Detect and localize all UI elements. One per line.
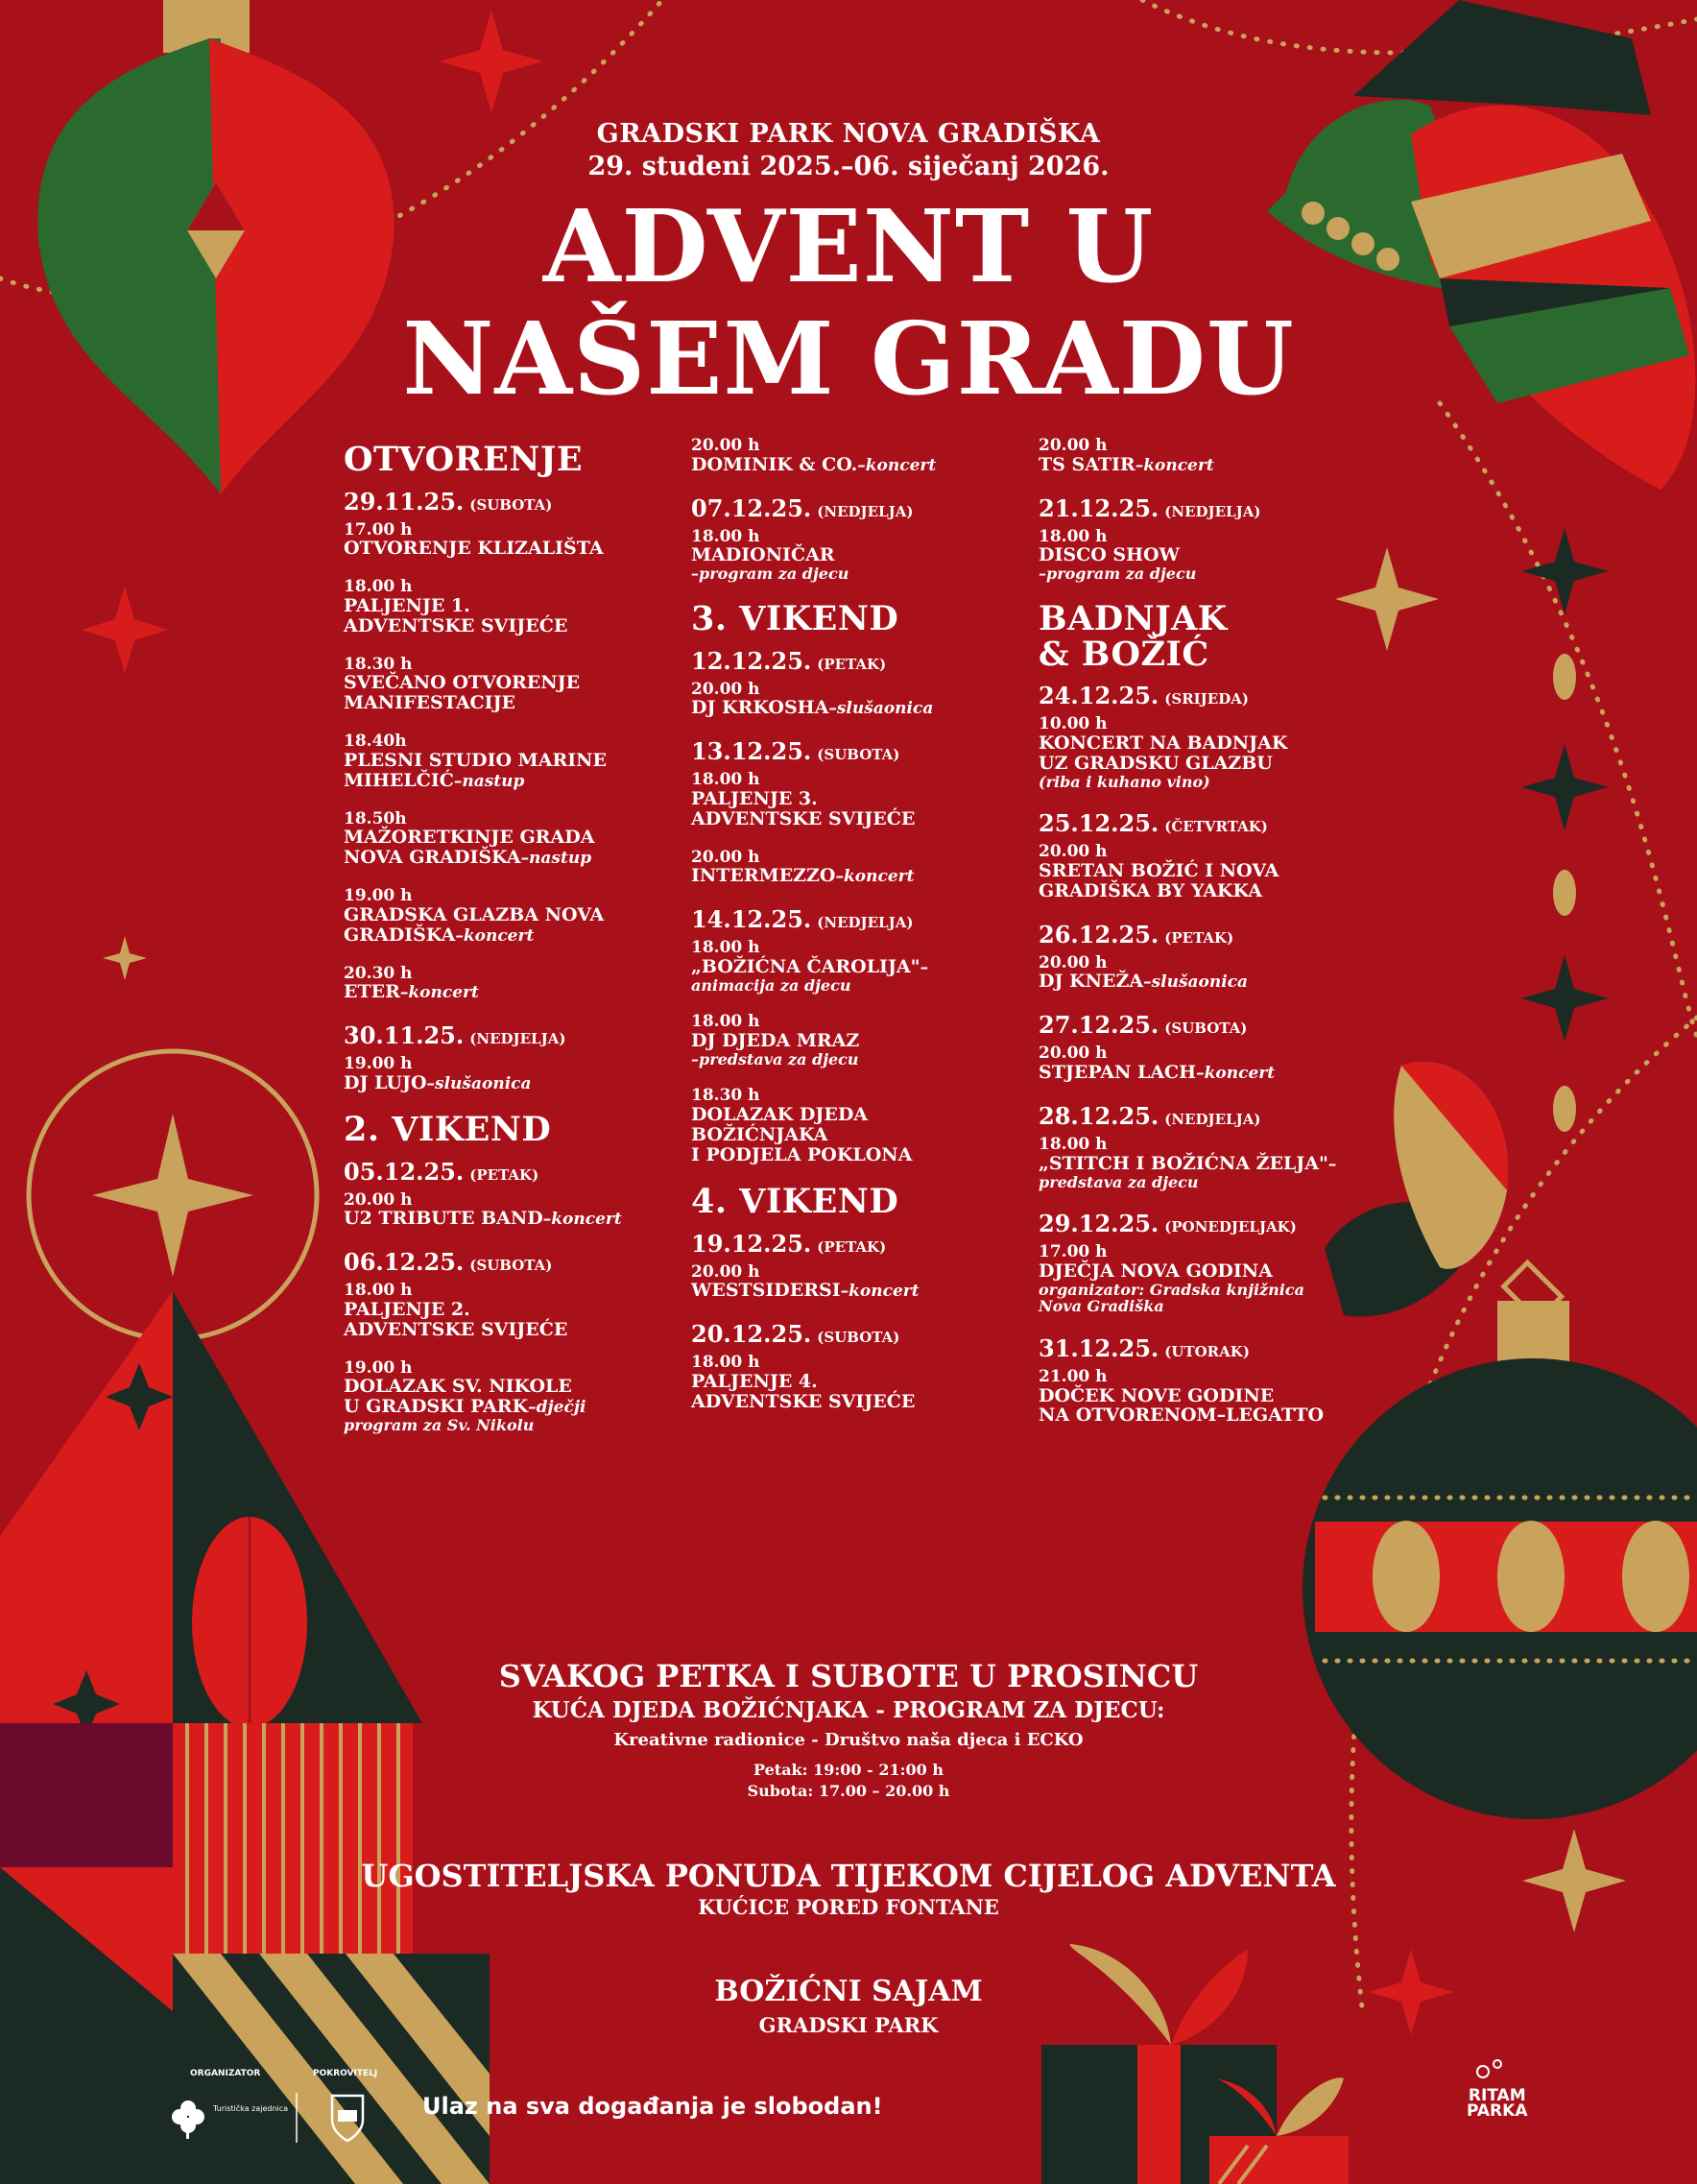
event-title: DJ KNEŽA [1039,971,1144,993]
day-heading [344,1021,670,1049]
christmas-fair-subtitle: GRADSKI PARK [758,2013,939,2037]
event-title: INTERMEZZO [691,865,836,887]
event-description: –program za djecu [1039,564,1197,584]
day-date: 06.12.25. [344,1248,465,1277]
event-item [691,1263,1017,1302]
event-type: –koncert [1196,1064,1276,1084]
event-title: „BOŽIĆNA ČAROLIJA" [691,955,920,977]
event-time: 17.00 h [1039,1242,1108,1262]
event-dates: 29. studeni 2025.–06. siječanj 2026. [587,152,1110,181]
day-date: 14.12.25. [691,905,812,934]
day-date: 24.12.25. [1039,682,1159,710]
event-time: 21.00 h [1039,1366,1108,1386]
event-item [1039,1136,1355,1190]
event-time: 18.00 h [1039,1134,1108,1154]
event-item [1039,1243,1355,1315]
schedule-column-1 [344,437,670,1453]
event-type: – [1327,1154,1337,1174]
event-title: WESTSIDERSI [691,1280,841,1302]
day-heading [1039,682,1355,709]
fridays-workshops: Kreativne radionice - Društvo naša djeca i ECKO [613,1730,1084,1750]
event-time: 18.00 h [344,577,413,597]
event-title: KONCERT NA BADNJAK UZ GRADSKU GLAZBU [1039,732,1288,774]
event-title: MADIONIČAR [691,544,835,566]
fridays-hours-friday: Petak: 19:00 - 21:00 h [753,1761,944,1779]
event-title: DISCO SHOW [1039,544,1180,566]
day-date: 20.12.25. [691,1320,812,1349]
event-time: 20.00 h [1039,436,1108,455]
event-time: 20.00 h [691,436,760,455]
day-heading [1039,1334,1355,1362]
event-title: ETER [344,981,400,1003]
day-heading [1039,1011,1355,1039]
event-title: DJ LUJO [344,1071,427,1093]
section-title: OTVORENJE [344,440,584,479]
free-entry-note: Ulaz na sva događanja je slobodan! [422,2093,883,2120]
event-description: –program za djecu [691,564,849,584]
star-right-dark-2 [1521,744,1608,830]
event-description: (riba i kuhano vino) [1039,772,1210,791]
event-title: DOMINIK & CO. [691,453,858,475]
event-item [1039,954,1355,993]
day-heading [344,1158,670,1186]
day-name: (PETAK) [1164,928,1234,947]
event-time: 18.00 h [691,770,760,790]
day-name: (PONEDJELJAK) [1164,1218,1297,1236]
event-type: –dječji [528,1398,586,1418]
event-type: –koncert [840,1282,920,1302]
day-heading [691,494,1017,522]
day-date: 28.12.25. [1039,1101,1159,1130]
day-name: (NEDJELJA) [817,914,914,932]
partner-logo-line1: RITAM [1468,2086,1526,2105]
day-heading [691,1320,1017,1348]
event-item [691,771,1017,828]
catering-subtitle: KUĆICE PORED FONTANE [698,1895,999,1919]
day-date: 25.12.25. [1039,809,1159,838]
event-type: –nastup [520,849,592,869]
day-heading [691,647,1017,675]
event-time: 20.30 h [344,963,413,983]
event-item [1039,528,1355,583]
event-title: SVEČANO OTVORENJE MANIFESTACIJE [344,672,581,714]
day-name: (NEDJELJA) [469,1030,566,1048]
event-time: 18.00 h [691,526,760,546]
day-date: 19.12.25. [691,1229,812,1258]
event-time: 19.00 h [344,1357,413,1378]
day-date: 31.12.25. [1039,1333,1159,1362]
event-title: PLESNI STUDIO MARINE MIHELČIĆ [344,749,607,791]
schedule-column-3 [1039,437,1355,1445]
event-title: PALJENJE 1. ADVENTSKE SVIJEĆE [344,595,568,636]
christmas-fair-title: BOŽIĆNI SAJAM [714,1975,983,2008]
event-title: DOČEK NOVE GODINE NA OTVORENOM–LEGATTO [1039,1384,1325,1427]
event-time: 20.00 h [344,1189,413,1210]
event-time: 17.00 h [344,519,413,540]
star-right-dark [1521,528,1608,614]
event-title: GRADSKA GLAZBA NOVA GRADIŠKA [344,903,605,946]
event-description: animacija za djecu [691,975,851,995]
event-item [691,528,1017,583]
organizer-logo-text: Turistička zajednica [213,2104,289,2113]
day-date: 21.12.25. [1039,493,1159,522]
event-time: 18.30 h [344,654,413,674]
event-title: DJ KRKOSHA [691,697,829,719]
event-item [344,521,670,560]
event-item [1039,437,1355,475]
day-heading [1039,1102,1355,1130]
event-title: PALJENJE 4. ADVENTSKE SVIJEĆE [691,1370,916,1412]
event-item [691,437,1017,475]
event-item [344,887,670,945]
day-heading [1039,809,1355,837]
event-type: –slušaonica [426,1073,532,1093]
partner-logo-line2: PARKA [1467,2101,1528,2122]
event-title: DJ DJEDA MRAZ [691,1029,860,1051]
day-name: (SUBOTA) [469,495,553,514]
garland-right [1440,403,1697,1037]
event-type: –slušaonica [1143,972,1249,993]
day-name: (SUBOTA) [469,1257,553,1275]
event-item [344,1191,670,1230]
day-heading [344,488,670,516]
event-title: MAŽORETKINJE GRADA NOVA GRADIŠKA [344,827,595,869]
event-item [344,578,670,636]
event-time: 19.00 h [344,1054,413,1074]
event-title: OTVORENJE KLIZALIŠTA [344,538,604,560]
event-type: –nastup [453,771,525,791]
event-type: –koncert [399,983,479,1003]
sponsor-label: POKROVITELJ [313,2069,378,2078]
day-name: (NEDJELJA) [817,502,914,520]
star-top [440,10,543,113]
event-type: –koncert [542,1210,622,1230]
event-time: 10.00 h [1039,714,1108,734]
event-type: –koncert [455,925,535,946]
star-left-small [103,936,147,980]
event-venue: GRADSKI PARK NOVA GRADIŠKA [596,119,1101,149]
event-time: 20.00 h [1039,952,1108,972]
event-time: 18.40h [344,732,407,752]
day-heading [1039,921,1355,948]
catering-title: UGOSTITELJSKA PONUDA TIJEKOM CIJELOG ADVENTA [361,1858,1336,1894]
event-item [344,965,670,1003]
event-item [1039,715,1355,790]
event-title: PALJENJE 3. ADVENTSKE SVIJEĆE [691,787,916,829]
day-name: (PETAK) [817,655,887,673]
section-title: 3. VIKEND [691,598,899,638]
day-name: (UTORAK) [1164,1342,1250,1360]
event-title: STJEPAN LACH [1039,1062,1197,1084]
event-title: DJEČJA NOVA GODINA [1039,1260,1273,1282]
event-title: DOLAZAK SV. NIKOLE U GRADSKI PARK [344,1376,572,1418]
day-date: 13.12.25. [691,737,812,766]
event-title: TS SATIR [1039,453,1135,475]
section-title: 2. VIKEND [344,1109,552,1149]
event-item [691,1013,1017,1068]
right-lens-markers [1553,654,1576,1132]
event-description: organizator: Gradska knjižnica Nova Gradiška [1039,1280,1304,1316]
event-time: 20.00 h [1039,1044,1108,1064]
event-item [344,810,670,868]
day-heading [691,737,1017,765]
section-title: 4. VIKEND [691,1181,899,1221]
ritam-parka-logo-icon [1477,2060,1501,2077]
day-name: (SRIJEDA) [1164,690,1249,708]
event-item [344,1359,670,1434]
day-date: 12.12.25. [691,646,812,675]
day-name: (PETAK) [469,1165,539,1184]
day-heading [1039,494,1355,522]
event-item [691,1087,1017,1164]
event-type: –koncert [1135,455,1214,475]
event-description: –predstava za djecu [691,1049,859,1068]
fridays-hours-saturday: Subota: 17.00 – 20.00 h [747,1782,950,1800]
day-heading [691,1230,1017,1258]
event-time: 19.00 h [344,886,413,906]
schedule-column-2 [691,437,1017,1431]
event-title: DOLAZAK DJEDA BOŽIĆNJAKA I PODJELA POKLONA [691,1104,913,1165]
event-time: 18.00 h [1039,526,1108,546]
section-title: BADNJAK & BOŽIĆ [1039,598,1228,674]
day-name: (SUBOTA) [1164,1020,1248,1038]
event-title: „STITCH I BOŽIĆNA ŽELJA" [1039,1152,1328,1174]
event-item [691,681,1017,719]
event-time: 18.00 h [691,938,760,958]
day-name: (NEDJELJA) [1164,1110,1261,1128]
day-name: (NEDJELJA) [1164,502,1261,520]
event-description: program za Sv. Nikolu [344,1416,535,1435]
event-time: 18.00 h [691,1012,760,1032]
day-name: (ČETVRTAK) [1164,818,1268,836]
event-time: 20.00 h [691,679,760,699]
star-left [82,586,168,674]
event-title: U2 TRIBUTE BAND [344,1208,543,1230]
event-type: – [920,957,929,977]
day-date: 07.12.25. [691,493,812,522]
event-type: –slušaonica [828,699,934,719]
event-item [1039,843,1355,900]
partner-logo [1467,2086,1528,2122]
day-date: 29.12.25. [1039,1210,1159,1238]
event-time: 20.00 h [1039,842,1108,862]
event-item [1039,1044,1355,1083]
organizer-label: ORGANIZATOR [190,2069,261,2078]
event-item [344,1282,670,1339]
poster-title-line1: ADVENT U [542,187,1155,305]
event-type: –koncert [857,455,937,475]
event-time: 18.50h [344,808,407,828]
day-date: 29.11.25. [344,487,465,516]
day-date: 30.11.25. [344,1021,465,1050]
fridays-subtitle: KUĆA DJEDA BOŽIĆNJAKA - PROGRAM ZA DJECU: [532,1697,1165,1723]
day-name: (SUBOTA) [817,746,900,764]
event-description: predstava za djecu [1039,1172,1199,1191]
day-date: 05.12.25. [344,1157,465,1186]
event-item [344,732,670,790]
event-item [691,1354,1017,1411]
event-item [1039,1368,1355,1426]
event-item [691,939,1017,994]
day-heading [344,1248,670,1276]
day-name: (PETAK) [817,1237,887,1256]
event-time: 20.00 h [691,1261,760,1282]
event-time: 18.30 h [691,1086,760,1106]
event-time: 20.00 h [691,847,760,867]
day-heading [1039,1210,1355,1237]
event-time: 18.00 h [344,1281,413,1301]
poster-title-line2: NAŠEM GRADU [402,300,1295,418]
fridays-title: SVAKOG PETKA I SUBOTE U PROSINCU [498,1658,1199,1694]
event-title: SRETAN BOŽIĆ I NOVA GRADIŠKA BY YAKKA [1039,860,1279,901]
event-item [344,656,670,713]
day-name: (SUBOTA) [817,1329,900,1347]
event-type: –koncert [835,867,915,887]
day-heading [691,905,1017,933]
event-time: 18.00 h [691,1353,760,1373]
event-item [691,849,1017,887]
day-date: 26.12.25. [1039,920,1159,948]
day-date: 27.12.25. [1039,1011,1159,1040]
event-item [344,1055,670,1093]
star-right-dark-3 [1521,955,1608,1042]
event-title: PALJENJE 2. ADVENTSKE SVIJEĆE [344,1298,568,1340]
